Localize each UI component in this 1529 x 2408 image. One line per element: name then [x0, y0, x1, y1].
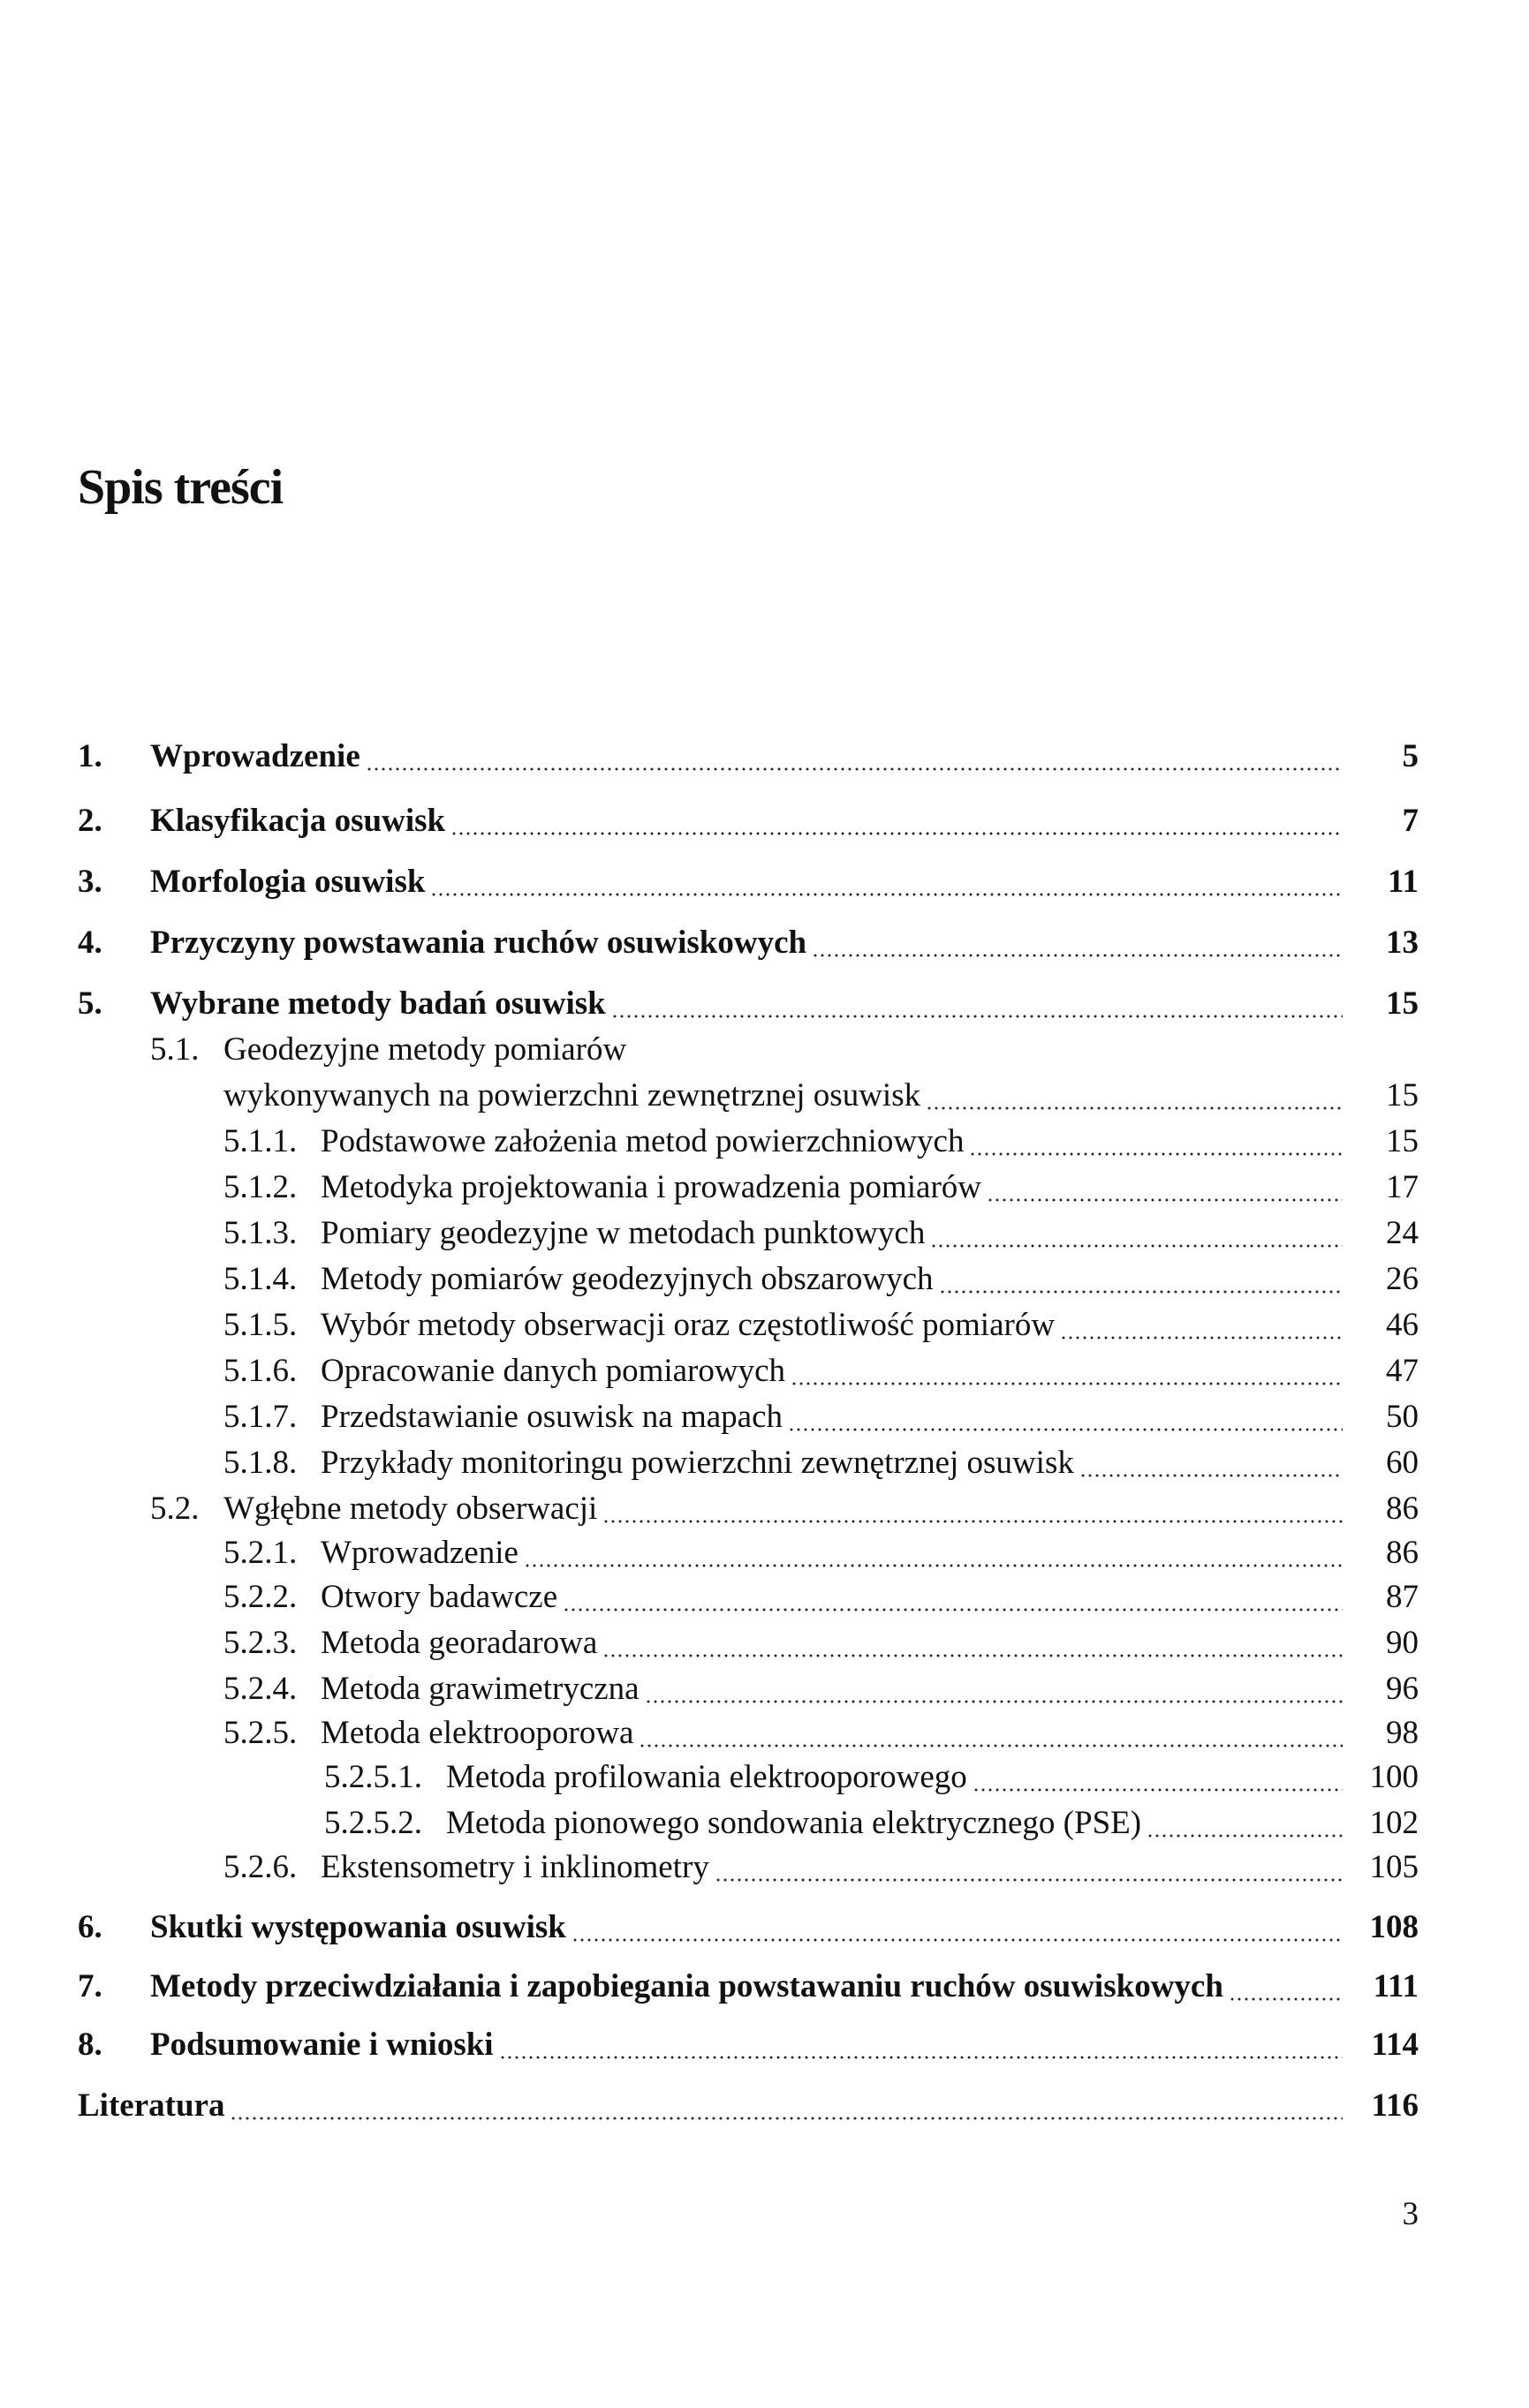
toc-entry-title: wykonywanych na powierzchni zewnętrznej osuwisk [223, 1077, 921, 1113]
toc-entry-title: Klasyfikacja osuwisk [150, 803, 446, 839]
toc-entry-number: 5.1.1. [223, 1123, 298, 1159]
leader-dots [791, 1382, 1343, 1385]
toc-entry-number: 4. [78, 925, 102, 961]
toc-entry[interactable] [0, 1905, 1529, 1951]
toc-entry-number: 5.1.8. [223, 1445, 298, 1481]
leader-dots [930, 1244, 1343, 1248]
toc-entry-page: 47 [1386, 1353, 1419, 1389]
toc-entry-page: 96 [1386, 1671, 1419, 1707]
leader-dots [987, 1198, 1343, 1202]
toc-entry[interactable] [0, 1666, 1529, 1712]
toc-entry-number: 5.2. [150, 1491, 200, 1527]
toc-entry-number: 5. [78, 985, 102, 1022]
toc-entry-title: Metoda georadarowa [321, 1625, 598, 1661]
toc-entry[interactable] [0, 1800, 1529, 1846]
leader-dots [973, 1788, 1343, 1792]
toc-entry-page: 105 [1369, 1849, 1419, 1885]
toc-entry-page: 111 [1373, 1968, 1419, 2004]
toc-entry[interactable] [0, 1486, 1529, 1532]
toc-entry-title: Wybór metody obserwacji oraz częstotliwość pomiarów [321, 1307, 1056, 1343]
toc-entry[interactable] [0, 2022, 1529, 2068]
toc-entry[interactable] [0, 1530, 1529, 1576]
page-title: Spis treści [78, 460, 284, 515]
toc-entry-number: 5.2.5. [223, 1715, 298, 1751]
toc-entry-page: 17 [1386, 1169, 1419, 1205]
leader-dots [939, 1290, 1343, 1294]
toc-entry[interactable] [0, 1394, 1529, 1440]
toc-entry-number: 7. [78, 1968, 102, 2004]
toc-entry[interactable] [0, 1755, 1529, 1800]
toc-entry-number: 5.2.2. [223, 1579, 298, 1615]
toc-entry[interactable] [0, 1257, 1529, 1302]
toc-entry-page: 7 [1402, 803, 1419, 839]
toc-entry-page: 100 [1369, 1759, 1419, 1795]
leader-dots [788, 1428, 1343, 1431]
toc-entry-title: Metody przeciwdziałania i zapobiegania powstawaniu ruchów osuwiskowych [150, 1968, 1223, 2004]
toc-entry[interactable] [0, 1302, 1529, 1348]
toc-entry-page: 24 [1386, 1215, 1419, 1251]
toc-entry[interactable] [0, 859, 1529, 905]
toc-entry[interactable] [0, 1027, 1529, 1073]
toc-entry-number: 5.1.7. [223, 1399, 298, 1435]
toc-entry-page: 60 [1386, 1445, 1419, 1481]
leader-dots [611, 1015, 1343, 1018]
toc-entry-number: 1. [78, 738, 102, 774]
toc-entry[interactable] [0, 1964, 1529, 2010]
toc-entry-page: 86 [1386, 1535, 1419, 1571]
toc-entry-page: 90 [1386, 1625, 1419, 1661]
toc-entry-page: 15 [1386, 1123, 1419, 1159]
toc-entry-number: 5.1. [150, 1031, 200, 1068]
toc-entry[interactable] [0, 1710, 1529, 1756]
toc-entry-page: 13 [1386, 925, 1419, 961]
leader-dots [571, 1938, 1343, 1942]
leader-dots [812, 954, 1343, 957]
toc-entry-page: 86 [1386, 1491, 1419, 1527]
toc-entry-title: Opracowanie danych pomiarowych [321, 1353, 786, 1389]
leader-dots [1079, 1474, 1343, 1477]
toc-entry-title: Metoda profilowania elektrooporowego [446, 1759, 967, 1795]
toc-entry-page: 50 [1386, 1399, 1419, 1435]
leader-dots [1229, 1997, 1343, 2001]
toc-entry[interactable] [0, 1574, 1529, 1620]
toc-entry-page: 46 [1386, 1307, 1419, 1343]
toc-entry-page: 87 [1386, 1579, 1419, 1615]
leader-dots [969, 1152, 1343, 1156]
toc-entry-title: Przyczyny powstawania ruchów osuwiskowych [150, 925, 807, 961]
toc-entry-number: 5.1.6. [223, 1353, 298, 1389]
toc-entry[interactable] [0, 981, 1529, 1027]
toc-entry-page: 26 [1386, 1261, 1419, 1297]
toc-entry-title: Metoda grawimetryczna [321, 1671, 640, 1707]
toc-entry[interactable] [0, 1348, 1529, 1394]
toc-entry-page: 15 [1386, 1077, 1419, 1113]
leader-dots [499, 2056, 1343, 2059]
toc-entry-page: 11 [1388, 864, 1419, 900]
leader-dots [1060, 1336, 1343, 1340]
toc-entry-title: Metodyka projektowania i prowadzenia pomiarów [321, 1169, 981, 1205]
leader-dots [1147, 1834, 1343, 1838]
toc-entry-title: Podsumowanie i wnioski [150, 2027, 494, 2063]
toc-entry-number: 5.2.5.2. [324, 1805, 422, 1841]
leader-dots [602, 1520, 1343, 1523]
leader-dots [715, 1878, 1343, 1882]
toc-entry[interactable] [0, 1440, 1529, 1486]
toc-entry[interactable] [0, 798, 1529, 844]
leader-dots [563, 1608, 1343, 1612]
toc-entry-title: Przedstawianie osuwisk na mapach [321, 1399, 783, 1435]
toc-entry-title: Morfologia osuwisk [150, 864, 426, 900]
toc-entry-title: Wprowadzenie [150, 738, 360, 774]
toc-entry-page: 116 [1371, 2087, 1419, 2124]
toc-entry-number: 5.2.3. [223, 1625, 298, 1661]
leader-dots [645, 1700, 1343, 1703]
toc-entry-number: 8. [78, 2027, 102, 2063]
toc-entry-page: 98 [1386, 1715, 1419, 1751]
toc-entry-number: 5.1.3. [223, 1215, 298, 1251]
toc-entry-title: Ekstensometry i inklinometry [321, 1849, 709, 1885]
toc-entry-number: 5.2.6. [223, 1849, 298, 1885]
toc-entry-title: Wprowadzenie [321, 1535, 518, 1571]
toc-entry-title: Literatura [78, 2087, 225, 2124]
leader-dots [524, 1564, 1343, 1567]
leader-dots [366, 767, 1343, 771]
toc-entry-title: Wybrane metody badań osuwisk [150, 985, 606, 1022]
toc-entry-number: 2. [78, 803, 102, 839]
toc-entry-number: 5.1.5. [223, 1307, 298, 1343]
toc-entry-title: Przykłady monitoringu powierzchni zewnętrznej osuwisk [321, 1445, 1074, 1481]
toc-entry-page: 102 [1369, 1805, 1419, 1841]
toc-entry[interactable] [0, 1845, 1529, 1891]
toc-entry-number: 3. [78, 864, 102, 900]
page-number: 3 [1402, 2196, 1419, 2232]
toc-entry-title: Wgłębne metody obserwacji [223, 1491, 598, 1527]
toc-entry-number: 5.2.4. [223, 1671, 298, 1707]
toc-entry-page: 108 [1369, 1909, 1419, 1945]
toc-entry-number: 5.1.2. [223, 1169, 298, 1205]
toc-entry[interactable] [0, 1119, 1529, 1165]
leader-dots [430, 893, 1343, 896]
toc-entry-title: Otwory badawcze [321, 1579, 558, 1615]
toc-entry[interactable] [0, 920, 1529, 966]
toc-entry-number: 5.1.4. [223, 1261, 298, 1297]
toc-entry-page: 15 [1386, 985, 1419, 1022]
toc-entry[interactable] [0, 2083, 1529, 2129]
toc-entry-number: 6. [78, 1909, 102, 1945]
toc-entry[interactable] [0, 1165, 1529, 1211]
toc-entry-title: Skutki występowania osuwisk [150, 1909, 566, 1945]
leader-dots [230, 2117, 1343, 2120]
toc-entry[interactable] [0, 1620, 1529, 1666]
leader-dots [450, 832, 1343, 835]
toc-entry-title: Metoda elektrooporowa [321, 1715, 634, 1751]
toc-entry-title: Pomiary geodezyjne w metodach punktowych [321, 1215, 926, 1251]
toc-entry-title: Metody pomiarów geodezyjnych obszarowych [321, 1261, 934, 1297]
leader-dots [926, 1106, 1343, 1110]
toc-entry-title: Geodezyjne metody pomiarów [223, 1031, 627, 1068]
toc-entry[interactable] [0, 1211, 1529, 1257]
toc-entry-title: Metoda pionowego sondowania elektrycznego (PSE) [446, 1805, 1142, 1841]
leader-dots [639, 1744, 1343, 1747]
toc-entry-title: Podstawowe założenia metod powierzchniowych [321, 1123, 965, 1159]
toc-entry-number: 5.2.5.1. [324, 1759, 422, 1795]
toc-entry-page: 114 [1371, 2027, 1419, 2063]
leader-dots [602, 1654, 1343, 1657]
toc-entry-number: 5.2.1. [223, 1535, 298, 1571]
toc-entry[interactable] [0, 734, 1529, 780]
toc-entry-page: 5 [1402, 738, 1419, 774]
toc-entry[interactable] [0, 1073, 1529, 1119]
